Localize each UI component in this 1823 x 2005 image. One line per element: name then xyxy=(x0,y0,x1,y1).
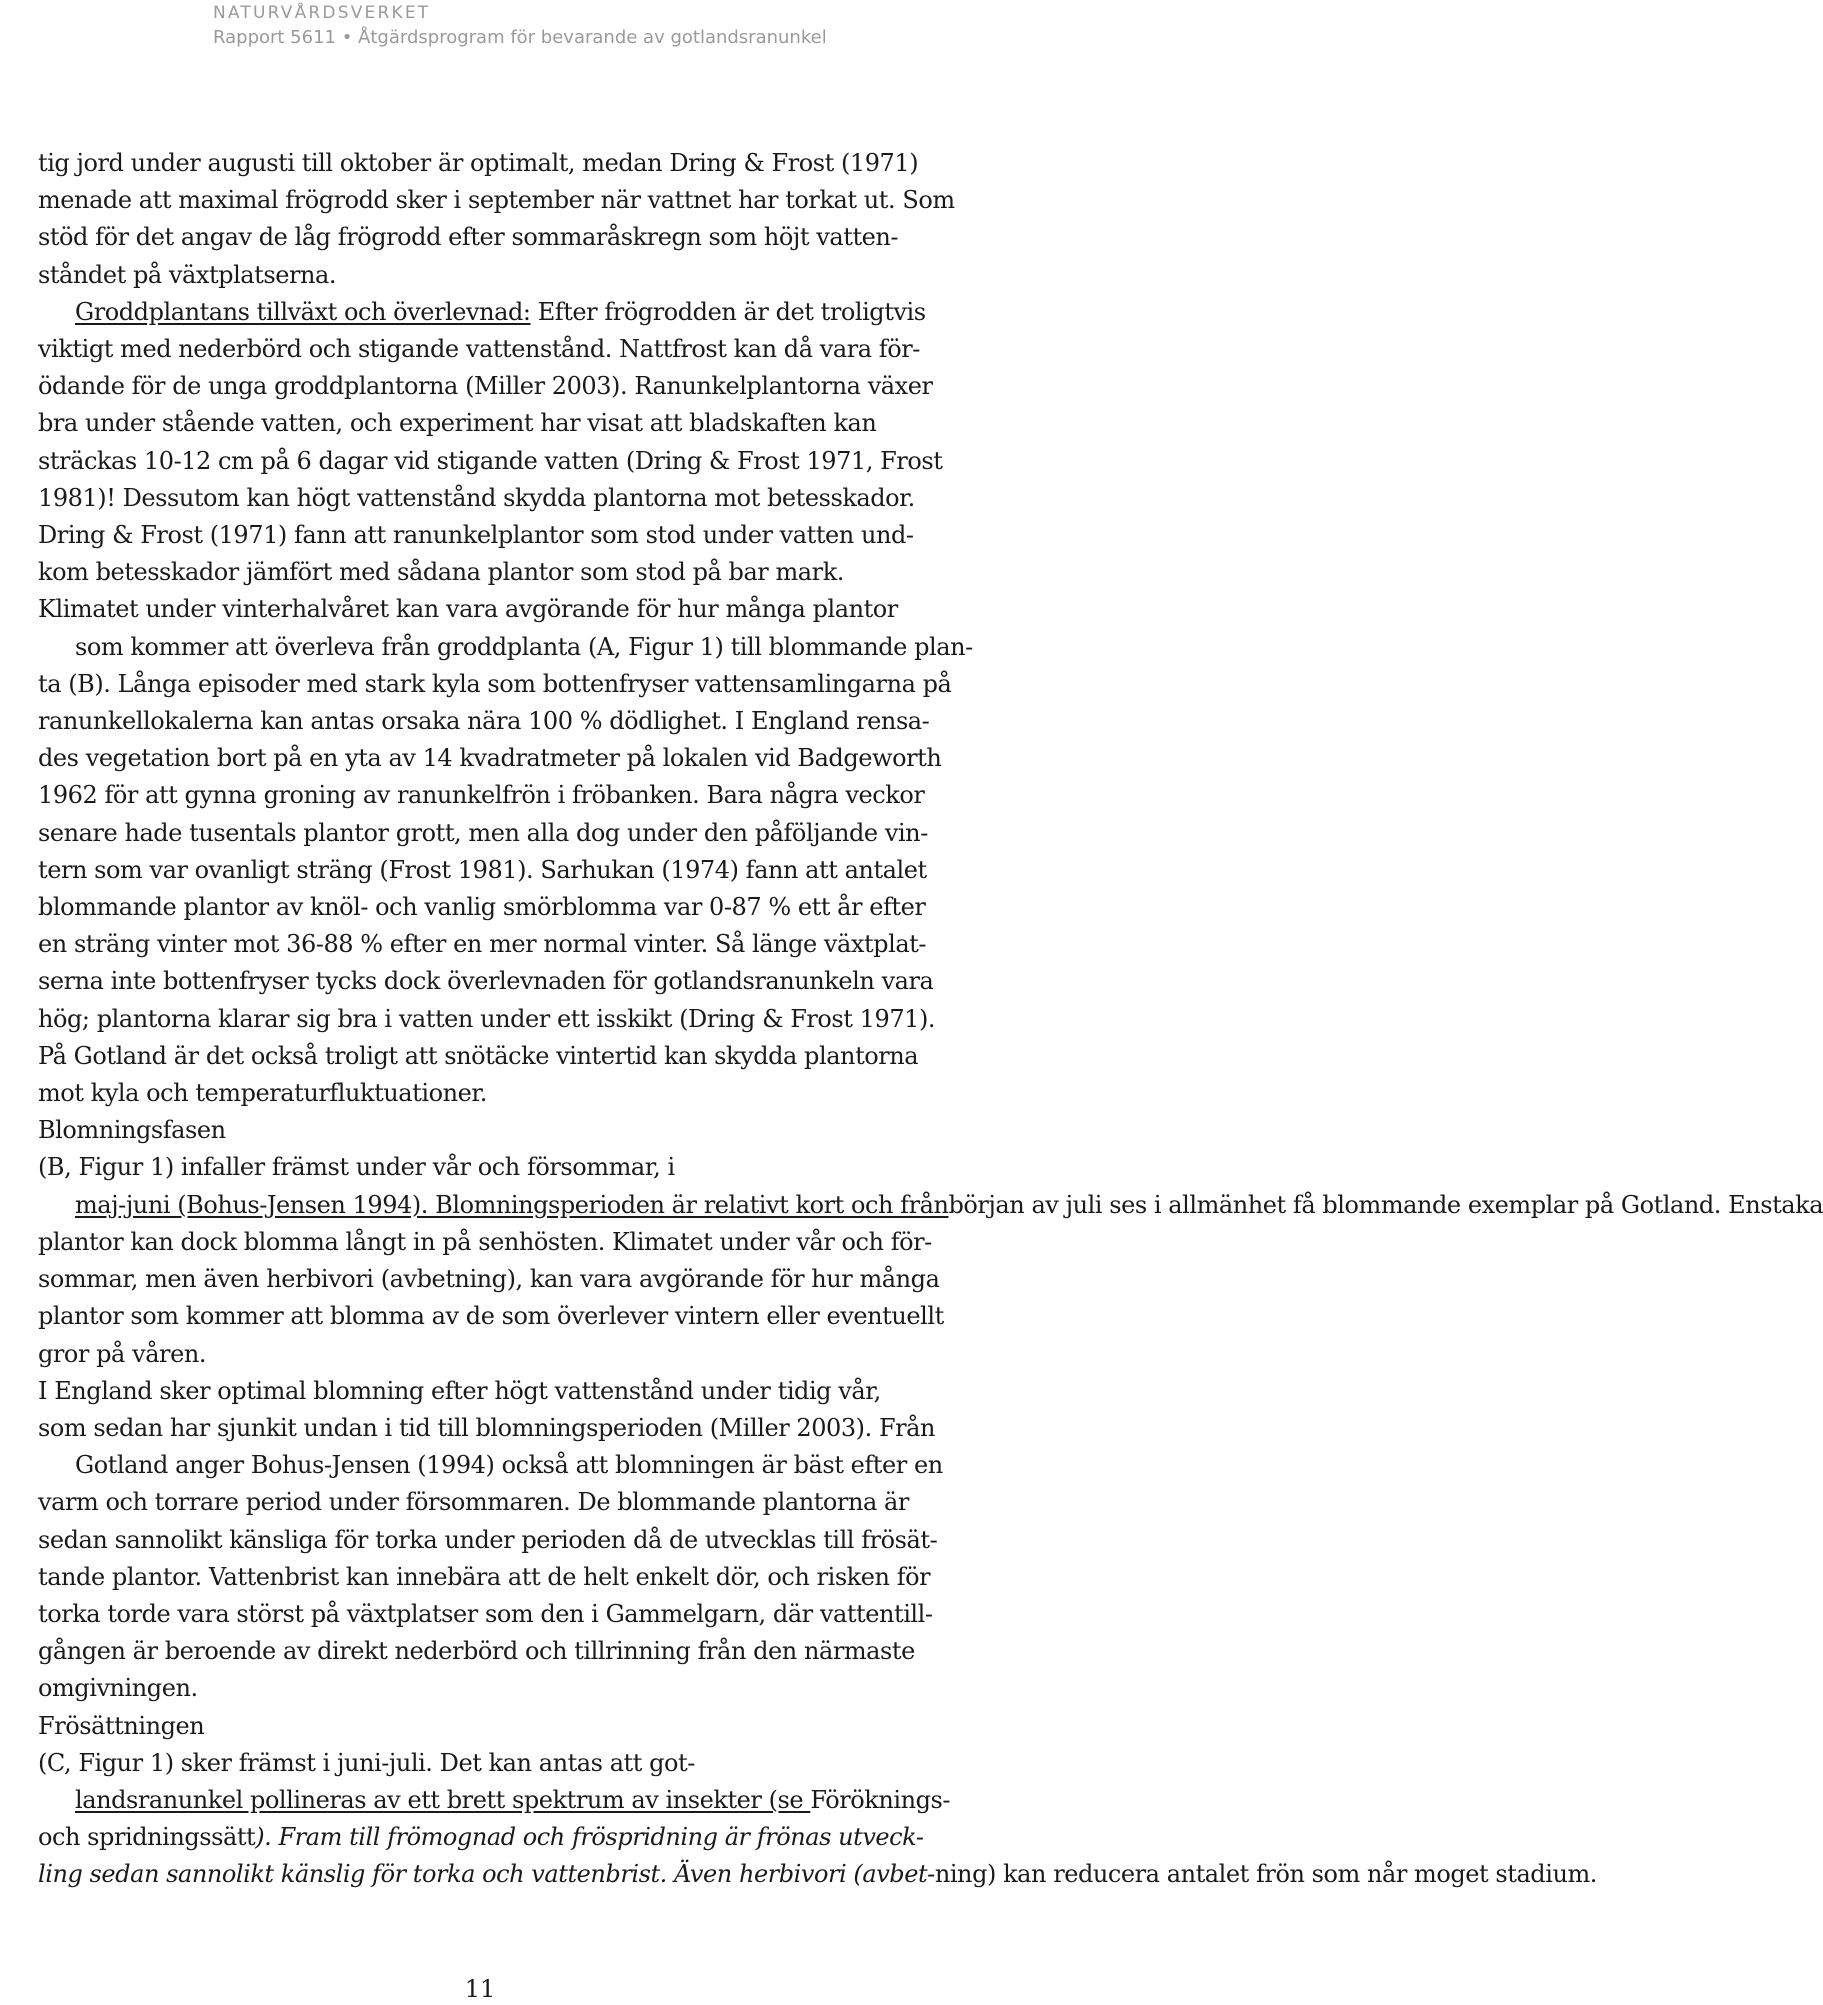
text-line xyxy=(38,1782,951,1819)
text-fragment: Efter frögrodden är det troligtvis xyxy=(530,297,926,326)
header-organization: NATURVÅRDSVERKET xyxy=(213,3,431,23)
text-line: gror på våren. xyxy=(38,1339,207,1368)
text-line: Gotland anger Bohus-Jensen (1994) också att blomningen är bäst efter en xyxy=(75,1451,943,1480)
text-line: I England sker optimal blomning efter högt vattenstånd under tidig vår, xyxy=(38,1376,881,1405)
header-report-title: Rapport 5611 • Åtgärdsprogram för bevarande av gotlandsranunkel xyxy=(213,27,827,48)
text-line xyxy=(38,294,946,331)
text-line: serna inte bottenfryser tycks dock överlevnaden för gotlandsranunkeln vara xyxy=(38,967,934,996)
text-fragment: och spridningssätt xyxy=(38,1823,256,1852)
page-number: 11 xyxy=(464,1975,496,2003)
section-heading-blomningsfasen: maj-juni (Bohus-Jensen 1994). Blomningsperioden är relativt kort och från xyxy=(75,1190,949,1219)
page-header xyxy=(213,0,827,51)
section-heading-groddplantans: Groddplantans tillväxt och överlevnad: xyxy=(75,297,531,326)
text-line xyxy=(38,1819,946,1856)
text-line: hög; plantorna klarar sig bra i vatten under ett isskikt (Dring & Frost 1971). xyxy=(38,1004,936,1033)
text-line: ranunkellokalerna kan antas orsaka nära 100 % dödlighet. I England rensa- xyxy=(38,707,930,736)
text-line: plantor kan dock blomma långt in på senhösten. Klimatet under vår och för- xyxy=(38,1227,932,1256)
cross-reference: ). Fram till frömognad och fröspridning är frönas utveck- xyxy=(255,1823,924,1852)
text-line: gången är beroende av direkt nederbörd och tillrinning från den närmaste xyxy=(38,1637,915,1666)
text-line: ta (B). Långa episoder med stark kyla som bottenfryser vattensamlingarna på xyxy=(38,669,952,698)
text-line: Dring & Frost (1971) fann att ranunkelplantor som stod under vatten und- xyxy=(38,521,914,550)
text-fragment: början av juli ses i allmänhet få blommande exemplar på Gotland. Enstaka xyxy=(948,1190,1823,1219)
text-line: torka torde vara störst på växtplatser som den i Gammelgarn, där vattentill- xyxy=(38,1599,933,1628)
text-line: Frösättningen xyxy=(38,1711,205,1740)
text-line: varm och torrare period under försommaren. De blommande plantorna är xyxy=(38,1488,909,1517)
text-line: sträckas 10-12 cm på 6 dagar vid stigande vatten (Dring & Frost 1971, Frost xyxy=(38,446,943,475)
text-line: som kommer att överleva från groddplanta (A, Figur 1) till blommande plan- xyxy=(75,632,973,661)
text-line: omgivningen. xyxy=(38,1674,198,1703)
text-line: ödande för de unga groddplantorna (Miller 2003). Ranunkelplantorna växer xyxy=(38,372,933,401)
text-line: Blomningsfasen xyxy=(38,1116,226,1145)
text-line: ståndet på växtplatserna. xyxy=(38,260,337,289)
text-line: Klimatet under vinterhalvåret kan vara avgörande för hur många plantor xyxy=(38,595,898,624)
text-line: des vegetation bort på en yta av 14 kvadratmeter på lokalen vid Badgeworth xyxy=(38,744,942,773)
text-fragment: Föröknings- xyxy=(810,1785,951,1814)
text-line: (B, Figur 1) infaller främst under vår och försommar, i xyxy=(38,1153,675,1182)
text-line: kom betesskador jämfört med sådana plantor som stod på bar mark. xyxy=(38,558,844,587)
text-line: senare hade tusentals plantor grott, men alla dog under den påföljande vin- xyxy=(38,818,928,847)
text-line: menade att maximal frögrodd sker i september när vattnet har torkat ut. Som xyxy=(38,186,955,215)
text-line: (C, Figur 1) sker främst i juni-juli. Det kan antas att got- xyxy=(38,1748,695,1777)
text-line xyxy=(38,1856,1597,1893)
text-line: 1981)! Dessutom kan högt vattenstånd skydda plantorna mot betesskador. xyxy=(38,483,915,512)
text-line: blommande plantor av knöl- och vanlig smörblomma var 0-87 % ett år efter xyxy=(38,893,926,922)
text-line: På Gotland är det också troligt att snötäcke vintertid kan skydda plantorna xyxy=(38,1041,919,1070)
text-line: plantor som kommer att blomma av de som överlever vintern eller eventuellt xyxy=(38,1302,944,1331)
text-line: sedan sannolikt känsliga för torka under perioden då de utvecklas till frösät- xyxy=(38,1525,938,1554)
text-line: viktigt med nederbörd och stigande vattenstånd. Nattfrost kan då vara för- xyxy=(38,335,920,364)
text-line: 1962 för att gynna groning av ranunkelfrön i fröbanken. Bara några veckor xyxy=(38,781,925,810)
text-line: bra under stående vatten, och experiment har visat att bladskaften kan xyxy=(38,409,877,438)
text-line: en sträng vinter mot 36-88 % efter en mer normal vinter. Så länge växtplat- xyxy=(38,930,927,959)
section-heading-frosattningen: landsranunkel pollineras av ett brett spektrum av insekter (se xyxy=(75,1785,811,1814)
text-line: tig jord under augusti till oktober är optimalt, medan Dring & Frost (1971) xyxy=(38,149,919,177)
text-line: mot kyla och temperaturfluktuationer. xyxy=(38,1079,487,1108)
text-line: som sedan har sjunkit undan i tid till blomningsperioden (Miller 2003). Från xyxy=(38,1413,936,1442)
text-fragment: ning) kan reducera antalet frön som når moget stadium. xyxy=(934,1860,1597,1889)
text-line: stöd för det angav de låg frögrodd efter sommaråskregn som höjt vatten- xyxy=(38,223,899,252)
text-line xyxy=(38,1187,1823,1224)
text-line: tande plantor. Vattenbrist kan innebära att de helt enkelt dör, och risken för xyxy=(38,1562,931,1591)
text-line: sommar, men även herbivori (avbetning), kan vara avgörande för hur många xyxy=(38,1265,940,1294)
cross-reference: ling sedan sannolikt känslig för torka och vattenbrist. Även herbivori (avbet- xyxy=(38,1860,935,1889)
body-text xyxy=(38,145,1823,1894)
text-line: tern som var ovanligt sträng (Frost 1981). Sarhukan (1974) fann att antalet xyxy=(38,855,927,884)
